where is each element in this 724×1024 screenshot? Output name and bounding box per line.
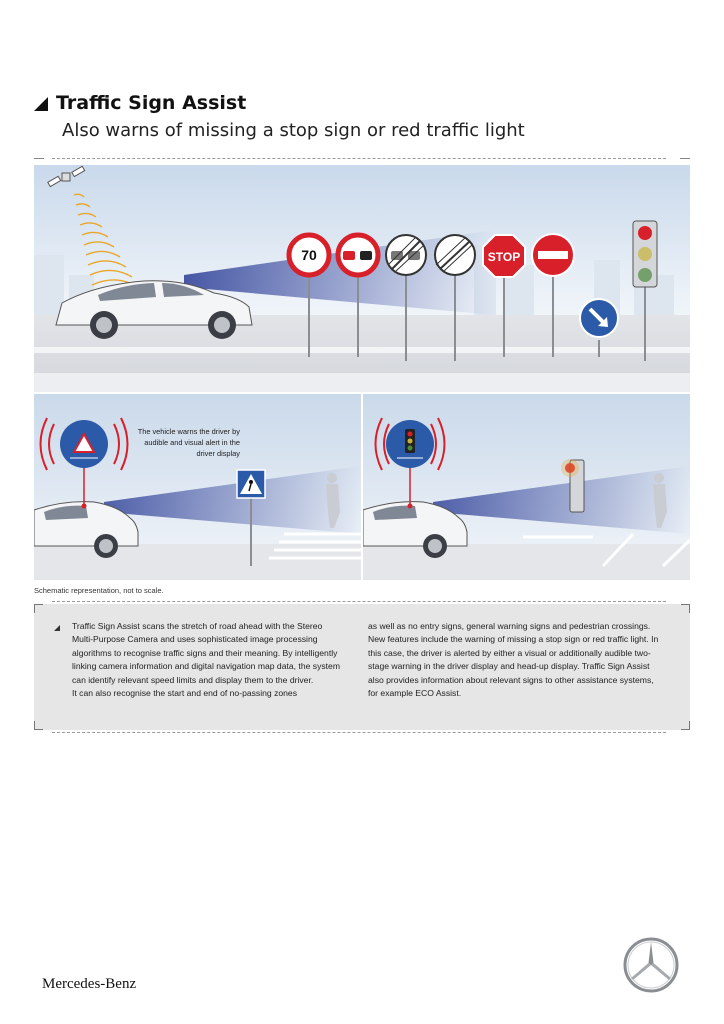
road-scene-left — [34, 394, 361, 580]
corner-mark — [34, 721, 43, 730]
corner-mark — [681, 721, 690, 730]
title-row — [34, 92, 246, 114]
stop-sign-label: STOP — [487, 250, 521, 264]
driver-display-traffic-light-icon — [386, 420, 434, 468]
illustration-bottom-right — [363, 394, 690, 580]
corner-mark — [34, 604, 43, 613]
divider-tick-right — [680, 158, 690, 159]
illustration-bottom-left — [34, 394, 361, 580]
page-title: Traffic Sign Assist — [56, 92, 247, 114]
end-no-overtaking-sign-icon — [386, 235, 426, 275]
illustration-top — [34, 165, 690, 392]
divider-tick-left — [34, 158, 44, 159]
mercedes-star-logo-icon — [622, 936, 680, 994]
description-paragraph-2: as well as no entry signs, general warning signs and pedestrian crossings. New features include the warning of missing a stop sign or red traffic light. In this case, the driver is alerted by either a visual or additionally audible two-stage warning in the driver display and head-up display. Traffic Sign Assist also provides information about relevant signs to other assistance systems, for example ECO Assist. — [368, 621, 659, 699]
description-column-1 — [72, 620, 344, 700]
traffic-light-icon — [633, 221, 657, 287]
divider-top — [52, 158, 666, 159]
page-subtitle: Also warns of missing a stop sign or red traffic light — [62, 120, 525, 141]
description-paragraph-1: Traffic Sign Assist scans the stretch of road ahead with the Stereo Multi-Purpose Camera and uses sophisticated image processing algorithms to recognise traffic signs and their meaning. By intelligently linking camera information and digital navigation map data, the system can identify relevant speed limits and display them to the driver. — [72, 621, 340, 685]
speed-limit-value: 70 — [301, 247, 317, 263]
bullet-triangle-icon — [54, 625, 60, 631]
warning-description: The vehicle warns the driver by audible and visual alert in the driver display — [137, 427, 240, 458]
description-box — [34, 604, 690, 730]
caption: Schematic representation, not to scale. — [34, 586, 164, 595]
pedestrian-crossing-sign-icon — [237, 470, 265, 498]
no-entry-sign-icon — [532, 234, 574, 276]
description-column-2 — [368, 620, 664, 700]
driver-display-warning-icon — [60, 420, 108, 468]
description-paragraph-1b: It can also recognise the start and end of no-passing zones — [72, 688, 298, 699]
no-overtaking-sign-icon — [338, 235, 378, 275]
corner-mark — [681, 604, 690, 613]
end-restrictions-sign-icon — [435, 235, 475, 275]
divider-bottom — [52, 732, 666, 733]
road-scene-top — [34, 165, 690, 392]
road-scene-right — [363, 394, 690, 580]
keep-right-sign-icon — [580, 299, 618, 337]
title-triangle-icon — [34, 97, 48, 111]
divider-mid — [52, 601, 666, 602]
brand-name: Mercedes-Benz — [42, 976, 137, 992]
